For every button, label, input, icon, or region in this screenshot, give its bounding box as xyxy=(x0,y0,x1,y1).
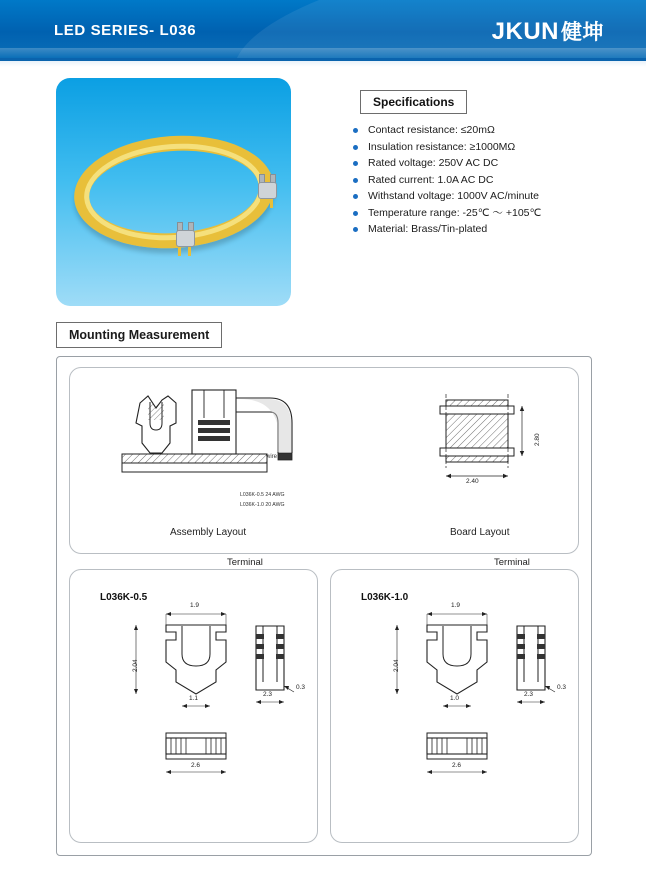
part-label: L036K-0.5 xyxy=(100,592,148,603)
list-item: Withstand voltage: 1000V AC/minute xyxy=(352,188,612,205)
board-width-dimension: 2.40 xyxy=(466,478,479,485)
dimension-thickness: 0.3 xyxy=(557,684,567,691)
dimension-side-width: 2.3 xyxy=(263,691,273,698)
terminal-caption-right: Terminal xyxy=(494,557,530,568)
board-height-dimension: 2.80 xyxy=(534,433,541,446)
brand-logo xyxy=(492,16,604,46)
wire-label: wire xyxy=(266,454,278,460)
dimension-height: 2.04 xyxy=(132,659,139,672)
specifications-list xyxy=(352,122,612,238)
product-image xyxy=(56,78,291,306)
terminal-clip xyxy=(172,226,198,250)
part-label: L036K-1.0 xyxy=(361,592,409,603)
dimension-bottom: 1.1 xyxy=(189,695,199,702)
list-item: Rated voltage: 250V AC DC xyxy=(352,155,612,172)
assembly-layout-caption: Assembly Layout xyxy=(170,527,247,538)
dimension-base-width: 2.6 xyxy=(191,762,201,769)
specifications-heading: Specifications xyxy=(360,90,467,114)
list-item: Temperature range: -25℃ ～ +105℃ xyxy=(352,205,612,222)
dimension-side-width: 2.3 xyxy=(524,691,534,698)
wire-note: L036K-1.0 20 AWG xyxy=(240,502,285,508)
dimension-bottom: 1.0 xyxy=(450,695,460,702)
assembly-layout-svg xyxy=(70,368,578,553)
brand-chinese-text: 健坤 xyxy=(561,20,604,44)
board-layout-caption: Board Layout xyxy=(450,527,510,538)
page-header xyxy=(0,0,646,58)
dimension-height: 2.04 xyxy=(393,659,400,672)
part-svg-right xyxy=(331,570,578,842)
list-item: Rated current: 1.0A AC DC xyxy=(352,172,612,189)
part-svg-left xyxy=(70,570,317,842)
header-shadow xyxy=(0,61,646,67)
mounting-measurement-panel xyxy=(56,356,592,856)
terminal-clip xyxy=(254,178,280,202)
wire-note: L036K-0.5 24 AWG xyxy=(240,492,285,498)
list-item: Insulation resistance: ≥1000MΩ xyxy=(352,139,612,156)
dimension-thickness: 0.3 xyxy=(296,684,306,691)
mounting-measurement-heading: Mounting Measurement xyxy=(56,322,222,348)
terminal-caption-left: Terminal xyxy=(227,557,263,568)
assembly-board-drawing xyxy=(69,367,579,554)
part-drawing-l036k-05 xyxy=(69,569,318,843)
dimension-top-width: 1.9 xyxy=(451,602,461,609)
list-item: Material: Brass/Tin-plated xyxy=(352,221,612,238)
dimension-base-width: 2.6 xyxy=(452,762,462,769)
brand-latin-text: JKUN xyxy=(491,18,559,45)
list-item: Contact resistance: ≤20mΩ xyxy=(352,122,612,139)
dimension-top-width: 1.9 xyxy=(190,602,200,609)
part-drawing-l036k-10 xyxy=(330,569,579,843)
page-title: LED SERIES- L036 xyxy=(54,22,197,39)
